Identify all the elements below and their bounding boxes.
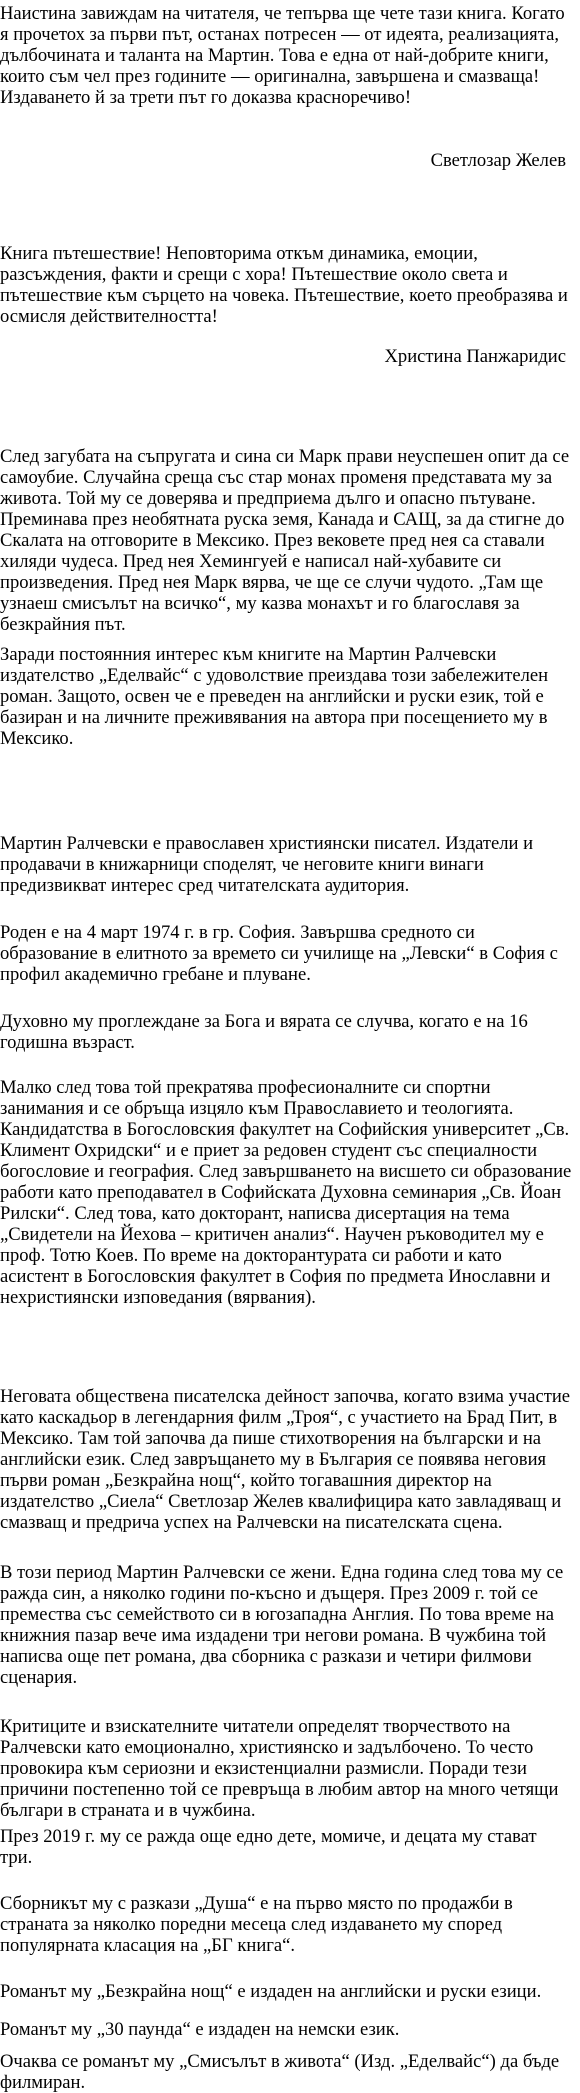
review-1-text: Наистина завиждам на читателя, че тепърва ще чете тази книга. Когато я прочетох за първи път, останах потресен — от идеята, реализацията, дълбочината и таланта на Мартин. Това е една от най-добрите книги, които съм чел през годините — оригинална, завършена и смазваща! Издаването й за трети път го доказва красноречиво!: [0, 3, 565, 108]
bio-paragraph: През 2019 г. му се ражда още едно дете, момиче, и децата му стават три.: [0, 1826, 537, 1868]
bio-paragraph: Неговата обществена писателска дейност започва, когато взима участие като каскадьор в легендарния филм „Троя“, с участието на Брад Пит, в Мексико. Там той започва да пише стихотворения на български и на английски език. След завръщането му в България се появява неговия първи роман „Безкрайна нощ“, който тогавашния директор на издателство „Сиела“ Светлозар Желев квалифицира като завладяващ и смазващ и предрича успех на Ралчевски на писателската сцена.: [0, 1386, 571, 1533]
bio-paragraph: Роден е на 4 март 1974 г. в гр. София. Завършва средното си образование в елитното за времето си училище на „Левски“ в София с профил академично гребане и плуване.: [0, 922, 558, 985]
bio-paragraph: Романът му „30 паунда“ е издаден на немски език.: [0, 2019, 400, 2040]
bio-paragraph: Критиците и взискателните читатели определят творчеството на Ралчевски като емоционално, християнско и задълбочено. То често провокира към сериозни и екзистенциални размисли. Поради тези причини постепенно той се превръща в любим автор на много четящи българи в страната и в чужбина.: [0, 1716, 559, 1821]
review-2-text: Книга пътешествие! Неповторима откъм динамика, емоции, разсъждения, факти и срещи с хора! Пътешествие около света и пътешествие към сърцето на човека. Пътешествие, което преобразява и осмисля действителността!: [0, 243, 568, 327]
bio-paragraph: В този период Мартин Ралчевски се жени. Една година след това му се ражда син, а няколко години по-късно и дъщеря. През 2009 г. той се премества със семейството си в югозападна Англия. По това време на книжния пазар вече има издадени три негови романа. В чужбина той написва още пет романа, два сборника с разкази и четири филмови сценария.: [0, 1562, 564, 1688]
bio-paragraph: Мартин Ралчевски е православен християнски писател. Издатели и продавачи в книжарници споделят, че неговите книги винаги предизвикват интерес сред читателската аудитория.: [0, 833, 534, 896]
bio-paragraph: Малко след това той прекратява професионалните си спортни занимания и се обръща изцяло към Православието и теологията. Кандидатства в Богословския факултет на Софийския университет „Св. Климент Охридски“ и е приет за редовен студент със специалности богословие и география. След завършването на висшето си образование работи като преподавател в Софийската Духовна семинария „Св. Йоан Рилски“. След това, като докторант, написва дисертация на тема „Свидетели на Йехова – критичен анализ“. Научен ръководител му е проф. Тотю Коев. По време на докторантурата си работи и като асистент в Богословския факултет в София по предмета Инославни и нехристиянски изповедания (вярвания).: [0, 1077, 572, 1308]
synopsis-paragraph: Заради постоянния интерес към книгите на Мартин Ралчевски издателство „Еделвайс“ с удоволствие преиздава този забележителен роман. Защото, освен че е преведен на английски и руски език, той е базиран и на личните преживявания на автора при посещението му в Мексико.: [0, 644, 549, 749]
bio-paragraph: Романът му „Безкрайна нощ“ е издаден на английски и руски езици.: [0, 1981, 542, 2002]
bio-paragraph: Сборникът му с разкази „Душа“ е на първо място по продажби в страната за няколко поредни месеца след издаването му според популярната класация на „БГ книга“.: [0, 1893, 513, 1956]
bio-paragraph: Очаква се романът му „Смисълът в живота“ (Изд. „Еделвайс“) да бъде филмиран.: [0, 2051, 560, 2093]
review-1-author: Светлозар Желев: [430, 150, 566, 171]
synopsis-paragraph: След загубата на съпругата и сина си Марк прави неуспешен опит да се самоубие. Случайна среща със стар монах променя представата му за живота. Той му се доверява и предприема дълго и опасно пътуване. Преминава през необятната руска земя, Канада и САЩ, за да стигне до Скалата на отговорите в Мексико. През вековете пред нея са ставали хиляди чудеса. Пред нея Хемингуей е написал най-хубавите си произведения. Пред нея Марк вярва, че ще се случи чудото. „Там ще узнаеш смисълът на всичко“, му казва монахът и го благославя за безкрайния път.: [0, 446, 570, 635]
review-2-author: Христина Панжаридис: [384, 346, 566, 367]
bio-paragraph: Духовно му проглеждане за Бога и вярата се случва, когато е на 16 годишна възраст.: [0, 1011, 528, 1053]
